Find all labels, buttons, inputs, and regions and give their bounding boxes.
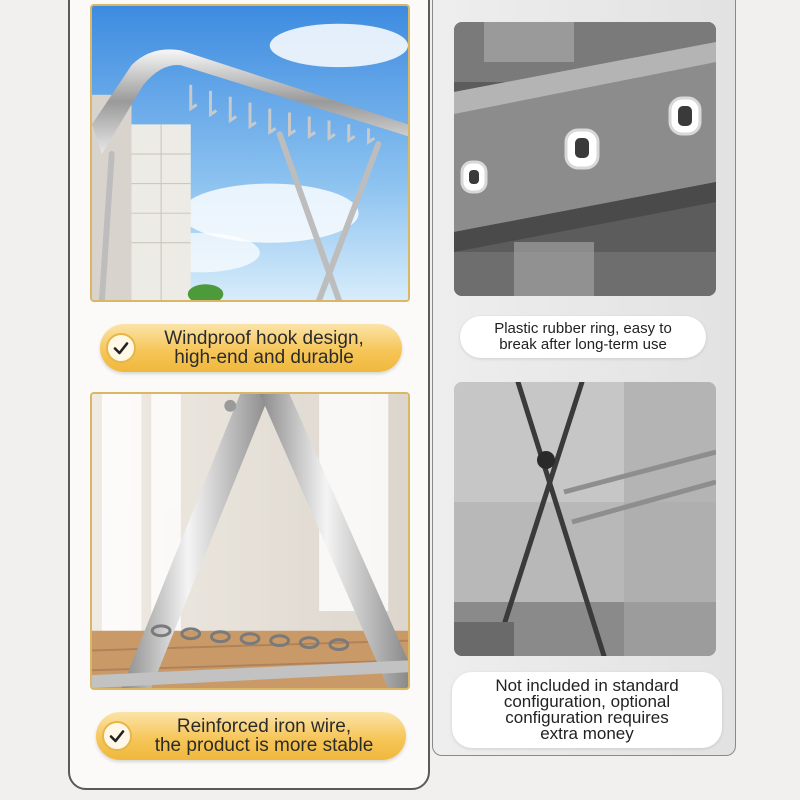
note-rubber-ring: Plastic rubber ring, easy to break after long-term use <box>460 316 706 358</box>
feature-wire-label <box>96 712 406 760</box>
feature-wire-text: Reinforced iron wire, the product is more stable <box>154 716 374 756</box>
hook-design-photo <box>90 4 410 302</box>
iron-wire-photo <box>90 392 410 690</box>
rubber-ring-photo <box>454 22 716 296</box>
check-icon <box>106 333 136 363</box>
feature-hooks-text: Windproof hook design, high-end and durable <box>164 328 364 368</box>
optional-frame-photo <box>454 382 716 656</box>
note-optional-frame: Not included in standard configuration, optional configuration requires extra money <box>452 672 722 748</box>
check-icon <box>102 721 132 751</box>
feature-hooks-label <box>100 324 402 372</box>
